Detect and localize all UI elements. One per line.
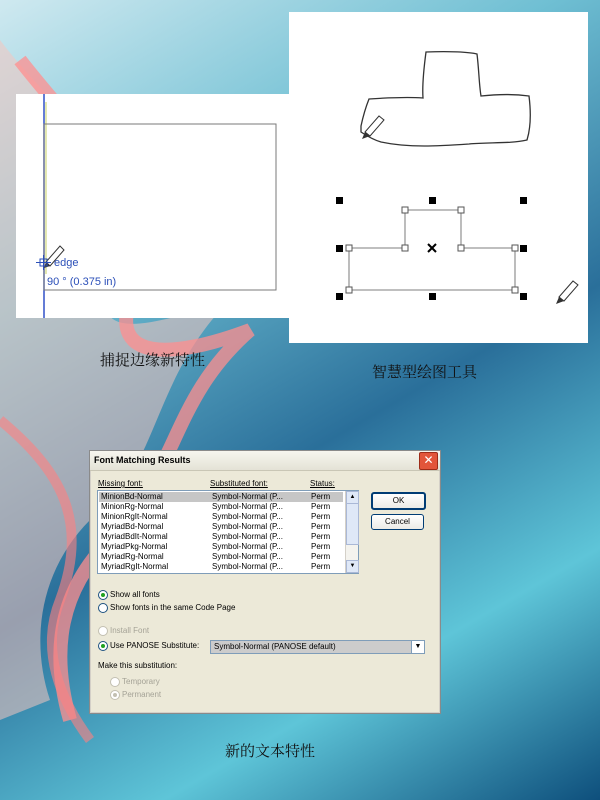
missing-font-cell: MinionRgIt-Normal	[101, 512, 168, 521]
ok-button[interactable]: OK	[371, 492, 426, 510]
substituted-font-cell: Symbol-Normal (P...	[212, 522, 283, 531]
radio-button[interactable]	[110, 690, 120, 700]
font-matching-dialog	[89, 450, 441, 714]
missing-font-cell: MyriadRgIt-Normal	[101, 562, 169, 571]
substituted-font-cell: Symbol-Normal (P...	[212, 542, 283, 551]
status-cell: Perm	[311, 552, 331, 561]
smart-drawing-panel	[289, 12, 588, 343]
caption-smart-drawing: 智慧型绘图工具	[372, 363, 478, 381]
substituted-font-cell: Symbol-Normal (P...	[212, 532, 283, 541]
radio-label: Use PANOSE Substitute:	[110, 641, 200, 650]
missing-font-cell: MinionBd-Normal	[101, 492, 163, 501]
table-row[interactable]	[99, 562, 343, 572]
radio-label: Show all fonts	[110, 590, 160, 599]
radio-button[interactable]	[98, 641, 108, 651]
substituted-font-cell: Symbol-Normal (P...	[212, 552, 283, 561]
table-row[interactable]	[99, 542, 343, 552]
radio-label: Permanent	[122, 690, 162, 699]
table-row[interactable]	[99, 492, 343, 502]
smart-drawing-canvas	[289, 12, 588, 343]
vertex-handles	[346, 207, 518, 293]
pencil-icon	[556, 281, 578, 304]
status-cell: Perm	[311, 512, 331, 521]
missing-font-cell: MyriadPkg-Normal	[101, 542, 168, 551]
list-scrollbar[interactable]	[345, 491, 358, 573]
column-header-status: Status:	[310, 479, 335, 488]
missing-font-cell: MyriadRg-Normal	[101, 552, 164, 561]
center-marker-icon	[428, 244, 436, 252]
panose-substitute-select[interactable]	[210, 640, 425, 654]
status-cell: Perm	[311, 542, 331, 551]
column-header-substituted: Substituted font:	[210, 479, 268, 488]
status-cell: Perm	[311, 522, 331, 531]
status-cell: Perm	[311, 502, 331, 511]
table-row[interactable]	[99, 512, 343, 522]
scroll-down-button[interactable]	[346, 560, 359, 573]
status-cell: Perm	[311, 492, 331, 501]
radio-button[interactable]	[98, 603, 108, 613]
substituted-font-cell: Symbol-Normal (P...	[212, 502, 283, 511]
caption-edge-feature: 捕捉边缘新特性	[100, 351, 206, 369]
status-cell: Perm	[311, 532, 331, 541]
table-row[interactable]	[99, 552, 343, 562]
scroll-thumb[interactable]	[346, 503, 359, 545]
close-icon: ✕	[423, 453, 434, 467]
substituted-font-cell: Symbol-Normal (P...	[212, 562, 283, 571]
column-header-missing: Missing font:	[98, 479, 143, 488]
snap-edge-label: edge	[54, 257, 79, 269]
dialog-title: Font Matching Results	[94, 455, 191, 465]
status-cell: Perm	[311, 562, 331, 571]
radio-button[interactable]	[98, 626, 108, 636]
edge-snap-panel	[16, 94, 290, 318]
angle-readout: 90 ° (0.375 in)	[47, 276, 117, 288]
chevron-down-icon: ▼	[349, 563, 356, 569]
select-value: Symbol-Normal (PANOSE default)	[214, 642, 336, 651]
table-row[interactable]	[99, 522, 343, 532]
chevron-down-icon[interactable]: ▼	[411, 641, 424, 653]
dialog-titlebar[interactable]	[90, 451, 440, 471]
missing-font-cell: MyriadBd-Normal	[101, 522, 164, 531]
radio-button[interactable]	[98, 590, 108, 600]
substituted-font-cell: Symbol-Normal (P...	[212, 512, 283, 521]
missing-font-cell: MyriadBdIt-Normal	[101, 532, 168, 541]
pencil-icon	[362, 116, 384, 139]
substituted-font-cell: Symbol-Normal (P...	[212, 492, 283, 501]
chevron-up-icon: ▲	[349, 494, 356, 500]
radio-button[interactable]	[110, 677, 120, 687]
radio-label: Install Font	[110, 626, 150, 635]
snap-target-icon	[36, 255, 51, 270]
font-list[interactable]	[97, 490, 359, 574]
cancel-button[interactable]: Cancel	[371, 514, 424, 530]
make-substitution-label: Make this substitution:	[98, 661, 178, 670]
caption-text-feature: 新的文本特性	[225, 742, 316, 760]
missing-font-cell: MinionRg-Normal	[101, 502, 164, 511]
radio-label: Temporary	[122, 677, 160, 686]
table-row[interactable]	[99, 502, 343, 512]
radio-label: Show fonts in the same Code Page	[110, 603, 236, 612]
close-button[interactable]	[419, 452, 438, 470]
table-row[interactable]	[99, 532, 343, 542]
